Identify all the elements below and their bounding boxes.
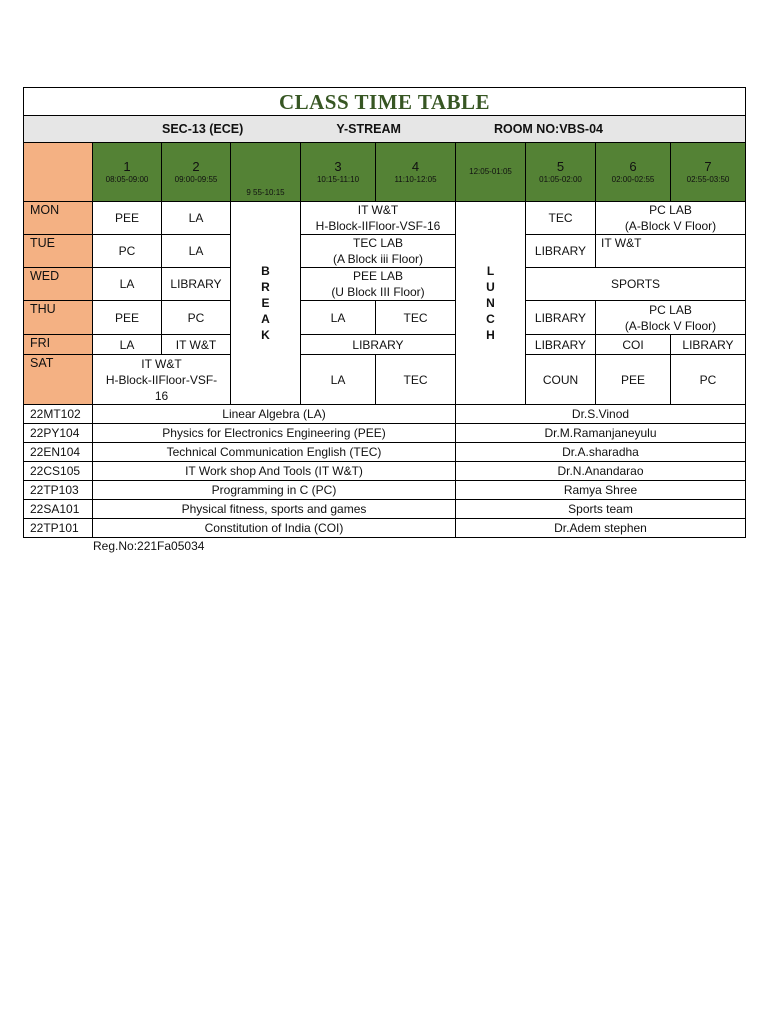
period-3-header: 3 10:15-11:10 bbox=[301, 143, 376, 202]
course-code: 22SA101 bbox=[24, 500, 93, 519]
course-row bbox=[24, 519, 746, 538]
course-name: IT Work shop And Tools (IT W&T) bbox=[93, 462, 456, 481]
slot-thu-2: PC bbox=[162, 301, 231, 335]
slot-thu-5: LIBRARY bbox=[526, 301, 596, 335]
course-name: Physical fitness, sports and games bbox=[93, 500, 456, 519]
period-7-header: 7 02:55-03:50 bbox=[671, 143, 746, 202]
slot-tue-2: LA bbox=[162, 235, 231, 268]
slot-thu-3: LA bbox=[301, 301, 376, 335]
period-5-header: 5 01:05-02:00 bbox=[526, 143, 596, 202]
slot-mon-5: TEC bbox=[526, 202, 596, 235]
slot-wed-2: LIBRARY bbox=[162, 268, 231, 301]
slot-fri-5: LIBRARY bbox=[526, 335, 596, 355]
registration-number: Reg.No:221Fa05034 bbox=[93, 539, 205, 553]
slot-mon-3-4: IT W&T H-Block-IIFloor-VSF-16 bbox=[301, 202, 456, 235]
slot-wed-1: LA bbox=[93, 268, 162, 301]
slot-thu-6-7: PC LAB (A-Block V Floor) bbox=[596, 301, 746, 335]
day-label: WED bbox=[24, 268, 93, 301]
course-faculty: Dr.A.sharadha bbox=[456, 443, 746, 462]
slot-tue-5: LIBRARY bbox=[526, 235, 596, 268]
room-label: ROOM NO:VBS-04 bbox=[493, 122, 603, 136]
period-1-header: 1 08:05-09:00 bbox=[93, 143, 162, 202]
course-name: Technical Communication English (TEC) bbox=[93, 443, 456, 462]
course-code: 22CS105 bbox=[24, 462, 93, 481]
slot-fri-3-4: LIBRARY bbox=[301, 335, 456, 355]
slot-thu-4: TEC bbox=[376, 301, 456, 335]
info-bar bbox=[24, 116, 746, 143]
slot-sat-7: PC bbox=[671, 355, 746, 405]
lunch-header: 12:05-01:05 bbox=[456, 143, 526, 202]
slot-sat-6: PEE bbox=[596, 355, 671, 405]
slot-fri-2: IT W&T bbox=[162, 335, 231, 355]
slot-tue-3-4: TEC LAB (A Block iii Floor) bbox=[301, 235, 456, 268]
row-tue bbox=[24, 235, 746, 268]
row-wed bbox=[24, 268, 746, 301]
slot-tue-1: PC bbox=[93, 235, 162, 268]
course-row bbox=[24, 405, 746, 424]
day-label: THU bbox=[24, 301, 93, 335]
slot-fri-7: LIBRARY bbox=[671, 335, 746, 355]
slot-mon-2: LA bbox=[162, 202, 231, 235]
period-header-row bbox=[24, 143, 746, 202]
course-name: Constitution of India (COI) bbox=[93, 519, 456, 538]
course-code: 22MT102 bbox=[24, 405, 93, 424]
section-label: SEC-13 (ECE) bbox=[162, 122, 244, 136]
timetable bbox=[23, 87, 746, 538]
slot-sat-5: COUN bbox=[526, 355, 596, 405]
course-code: 22TP103 bbox=[24, 481, 93, 500]
row-fri bbox=[24, 335, 746, 355]
slot-sat-1-2: IT W&T H-Block-IIFloor-VSF- 16 bbox=[93, 355, 231, 405]
row-mon bbox=[24, 202, 746, 235]
period-6-header: 6 02:00-02:55 bbox=[596, 143, 671, 202]
slot-wed-3-4: PEE LAB (U Block III Floor) bbox=[301, 268, 456, 301]
course-row bbox=[24, 481, 746, 500]
slot-wed-5-7: SPORTS bbox=[526, 268, 746, 301]
lunch-column: L U N C H bbox=[456, 202, 526, 405]
day-label: MON bbox=[24, 202, 93, 235]
slot-mon-1: PEE bbox=[93, 202, 162, 235]
course-row bbox=[24, 443, 746, 462]
course-faculty: Ramya Shree bbox=[456, 481, 746, 500]
course-name: Programming in C (PC) bbox=[93, 481, 456, 500]
slot-fri-1: LA bbox=[93, 335, 162, 355]
course-faculty: Dr.M.Ramanjaneyulu bbox=[456, 424, 746, 443]
period-4-header: 4 11:10-12:05 bbox=[376, 143, 456, 202]
course-code: 22TP101 bbox=[24, 519, 93, 538]
header-corner bbox=[24, 143, 93, 202]
page-title bbox=[24, 88, 746, 116]
day-label: TUE bbox=[24, 235, 93, 268]
course-row bbox=[24, 424, 746, 443]
slot-thu-1: PEE bbox=[93, 301, 162, 335]
slot-sat-3: LA bbox=[301, 355, 376, 405]
slot-mon-6-7: PC LAB (A-Block V Floor) bbox=[596, 202, 746, 235]
row-sat bbox=[24, 355, 746, 405]
day-label: SAT bbox=[24, 355, 93, 405]
course-faculty: Dr.S.Vinod bbox=[456, 405, 746, 424]
course-faculty: Sports team bbox=[456, 500, 746, 519]
course-faculty: Dr.Adem stephen bbox=[456, 519, 746, 538]
stream-label: Y-STREAM bbox=[336, 122, 401, 136]
course-faculty: Dr.N.Anandarao bbox=[456, 462, 746, 481]
slot-tue-6-7: IT W&T bbox=[596, 235, 746, 268]
course-code: 22EN104 bbox=[24, 443, 93, 462]
course-row bbox=[24, 500, 746, 519]
day-label: FRI bbox=[24, 335, 93, 355]
slot-sat-4: TEC bbox=[376, 355, 456, 405]
course-row bbox=[24, 462, 746, 481]
course-name: Linear Algebra (LA) bbox=[93, 405, 456, 424]
course-code: 22PY104 bbox=[24, 424, 93, 443]
period-2-header: 2 09:00-09:55 bbox=[162, 143, 231, 202]
title-text: CLASS TIME TABLE bbox=[278, 89, 491, 114]
break-header: 9 55-10:15 bbox=[231, 143, 301, 202]
course-name: Physics for Electronics Engineering (PEE) bbox=[93, 424, 456, 443]
slot-fri-6: COI bbox=[596, 335, 671, 355]
break-column: B R E A K bbox=[231, 202, 301, 405]
row-thu bbox=[24, 301, 746, 335]
